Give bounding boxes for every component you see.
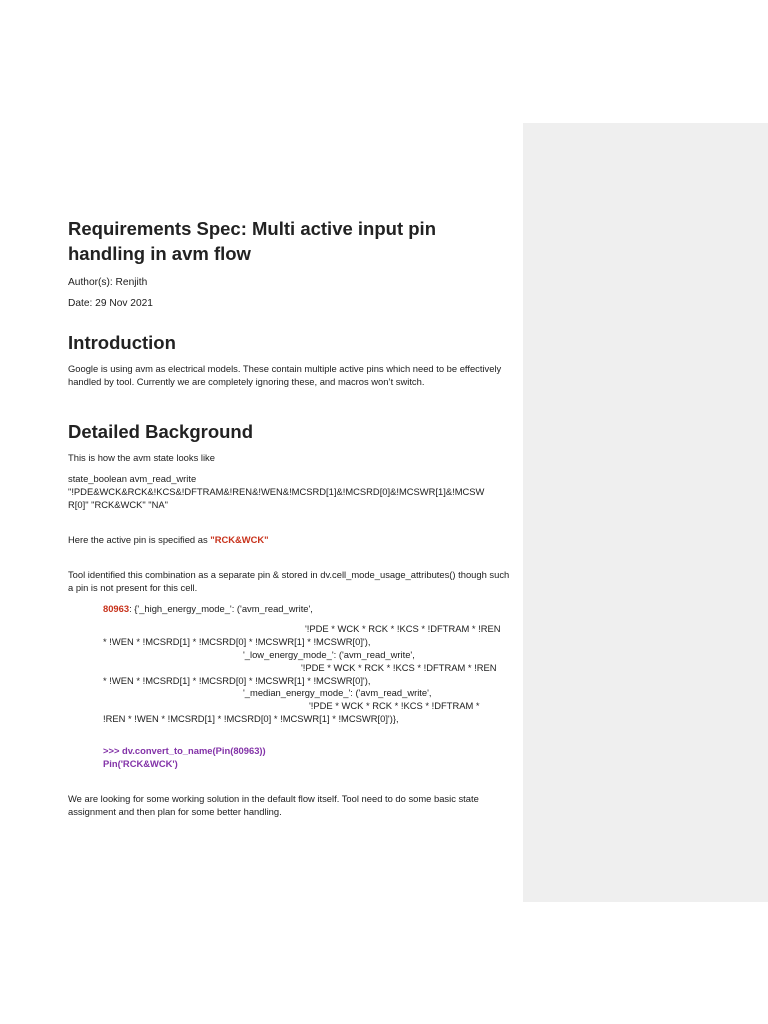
code-first-rest: : {'_high_energy_mode_': ('avm_read_write', — [129, 603, 313, 614]
active-pin-value: "RCK&WCK" — [210, 534, 269, 545]
active-pin-sentence — [68, 534, 513, 547]
code-line: !REN * !WEN * !MCSRD[1] * !MCSRD[0] * !MCSWR[1] * !MCSWR[0]')}, — [103, 713, 399, 724]
comment-pane — [523, 123, 768, 902]
author-line: Author(s): Renjith — [68, 277, 148, 288]
document-title: Requirements Spec: Multi active input pin handling in avm flow — [68, 218, 436, 264]
introduction-text: Google is using avm as electrical models. These contain multiple active pins which need to be effectively handled by tool. Currently we are completely ignoring these, and macros won’t switch. — [68, 363, 502, 387]
code-id: 80963 — [103, 603, 130, 614]
code-line: '!PDE * WCK * RCK * !KCS * !DFTRAM * !REN — [305, 623, 501, 634]
code-command: >>> dv.convert_to_name(Pin(80963)) — [103, 745, 266, 756]
closing-text: We are looking for some working solution in the default flow itself. Tool need to do some basic state assignment and then plan for some better handling. — [68, 793, 479, 817]
code-line: * !WEN * !MCSRD[1] * !MCSRD[0] * !MCSWR[1] * !MCSWR[0]'), — [103, 636, 371, 647]
code-line: '!PDE * WCK * RCK * !KCS * !DFTRAM * !REN — [301, 662, 497, 673]
code-line: * !WEN * !MCSRD[1] * !MCSRD[0] * !MCSWR[1] * !MCSWR[0]'), — [103, 675, 371, 686]
state-boolean-line: state_boolean avm_read_write — [68, 473, 197, 484]
code-line: '!PDE * WCK * RCK * !KCS * !DFTRAM * — [309, 700, 480, 711]
active-pin-prefix: Here the active pin is specified as — [68, 534, 211, 545]
code-line: '_low_energy_mode_': ('avm_read_write', — [243, 649, 415, 660]
state-boolean-expression: "!PDE&WCK&RCK&!KCS&!DFTRAM&!REN&!WEN&!MCSRD[1]&!MCSRD[0]&!MCSWR[1]&!MCSW — [68, 486, 485, 497]
code-result: Pin('RCK&WCK') — [103, 758, 178, 769]
introduction-heading: Introduction — [68, 332, 176, 353]
code-line-first — [103, 603, 313, 616]
background-lead: This is how the avm state looks like — [68, 452, 215, 463]
tool-identified-text: Tool identified this combination as a separate pin & stored in dv.cell_mode_usage_attributes() though such a pin is not present for this cell. — [68, 569, 510, 593]
date-line: Date: 29 Nov 2021 — [68, 298, 153, 309]
code-line: '_median_energy_mode_': ('avm_read_write', — [243, 687, 432, 698]
background-heading: Detailed Background — [68, 421, 254, 442]
state-boolean-expression-cont: R[0]" "RCK&WCK" "NA" — [68, 499, 168, 510]
